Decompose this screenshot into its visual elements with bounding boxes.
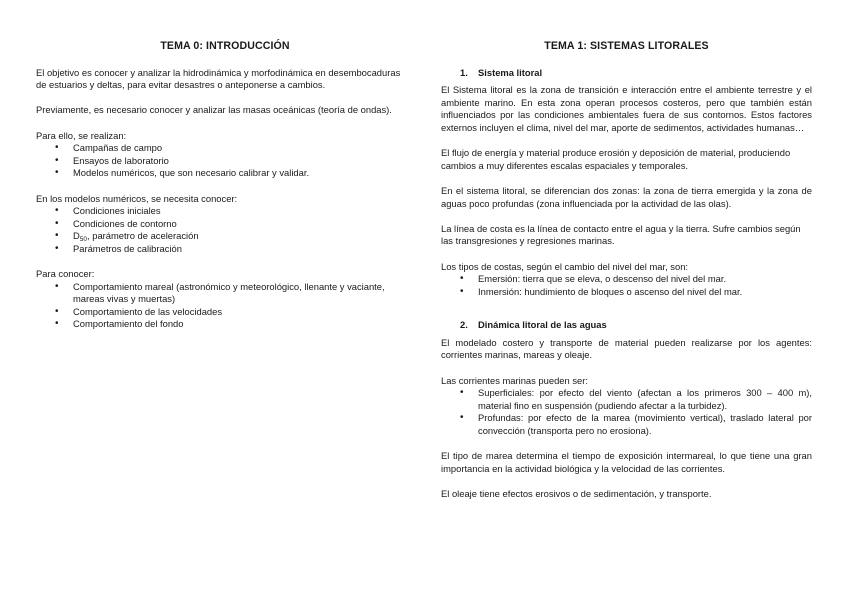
list-tipos-costas (441, 273, 812, 298)
list-item: • Comportamiento mareal (astronómico y meteorológico, llenante y vaciante, mareas vivas y muertas) (36, 281, 410, 306)
list-item: • Superficiales: por efecto del viento (afectan a los primeros 300 – 400 m), material fino en suspensión (pudiendo afectar a la turbidez). (441, 387, 812, 412)
list-item: • Modelos numéricos, que son necesario calibrar y validar. (36, 167, 410, 180)
paragraph-corrientes: Las corrientes marinas pueden ser: (441, 374, 588, 386)
paragraph-zonas: En el sistema litoral, se diferencian dos zonas: la zona de tierra emergida y la zona de aguas poco profundas (zona influenciada por la actividad de las olas). (441, 184, 812, 209)
list-conocer (36, 281, 410, 331)
paragraph-para-ello: Para ello, se realizan: (36, 129, 127, 141)
section-number: 1. (460, 66, 468, 78)
right-column (441, 40, 812, 513)
list-item: • Condiciones iniciales (36, 205, 410, 218)
paragraph-modelos: En los modelos numéricos, se necesita conocer: (36, 192, 238, 204)
section-heading-sistema-litoral (441, 67, 812, 80)
paragraph-linea-costa: La línea de costa es la línea de contacto entre el agua y la tierra. Sufre cambios según las transgresiones y regresiones marinas. (441, 222, 801, 247)
list-corrientes (441, 387, 812, 437)
list-item: • Emersión: tierra que se eleva, o descenso del nivel del mar. (441, 273, 812, 286)
list-realizan (36, 142, 410, 180)
list-item-d50 (36, 230, 410, 243)
list-item: • Campañas de campo (36, 142, 410, 155)
list-item: • Parámetros de calibración (36, 243, 410, 256)
list-modelos (36, 205, 410, 255)
d50-subscript: 50 (79, 236, 88, 244)
page-title-left: TEMA 0: INTRODUCCIÓN (160, 40, 290, 52)
paragraph-sistema-litoral: El Sistema litoral es la zona de transición e interacción entre el ambiente terrestre y el ambiente marino. En esta zona operan procesos costeros, pero que también están influenciados por las condiciones ambientales fuera de sus contornos. Estos factores externos incluyen el clima, nivel del mar, aporte de sedimentos, actividades humanas… (441, 84, 812, 133)
section-heading-dinamica (441, 319, 812, 332)
paragraph-previously: Previamente, es necesario conocer y analizar las masas oceánicas (teoría de ondas). (36, 104, 392, 116)
list-item: • Condiciones de contorno (36, 218, 410, 231)
left-column (36, 40, 410, 344)
paragraph-flujo: El flujo de energía y material produce erosión y deposición de material, produciendo cambios a muy diferentes escalas espaciales y temporales. (441, 147, 791, 171)
section-label: Dinámica litoral de las aguas (478, 319, 607, 331)
list-item: • Inmersión: hundimiento de bloques o ascenso del nivel del mar. (441, 286, 812, 299)
paragraph-oleaje: El oleaje tiene efectos erosivos o de sedimentación, y transporte. (441, 488, 712, 499)
section-label: Sistema litoral (478, 66, 543, 78)
paragraph-modelado: El modelado costero y transporte de material pueden realizarse por los agentes: corrientes marinas, mareas y oleaje. (441, 336, 812, 361)
paragraph-tipos-costas: Los tipos de costas, según el cambio del nivel del mar, son: (441, 260, 689, 272)
list-item: • Profundas: por efecto de la marea (movimiento vertical), traslado lateral por convección (transporta pero no erosiona). (441, 412, 812, 437)
paragraph-marea: El tipo de marea determina el tiempo de exposición intermareal, lo que tiene una gran importancia en la actividad biológica y la velocidad de las corrientes. (441, 450, 812, 474)
list-item: • Comportamiento de las velocidades (36, 306, 410, 319)
list-item: • Comportamiento del fondo (36, 318, 410, 331)
section-number: 2. (460, 319, 468, 331)
paragraph-objective: El objetivo es conocer y analizar la hidrodinámica y morfodinámica en desembocaduras de estuarios y deltas, para evitar desastres o anteponerse a cambios. (36, 66, 401, 91)
paragraph-para-conocer: Para conocer: (36, 268, 95, 280)
page-title-right: TEMA 1: SISTEMAS LITORALES (544, 40, 709, 52)
list-item: • Ensayos de laboratorio (36, 155, 410, 168)
d50-description: , parámetro de aceleración (87, 230, 199, 242)
d50-symbol: D (73, 230, 80, 242)
